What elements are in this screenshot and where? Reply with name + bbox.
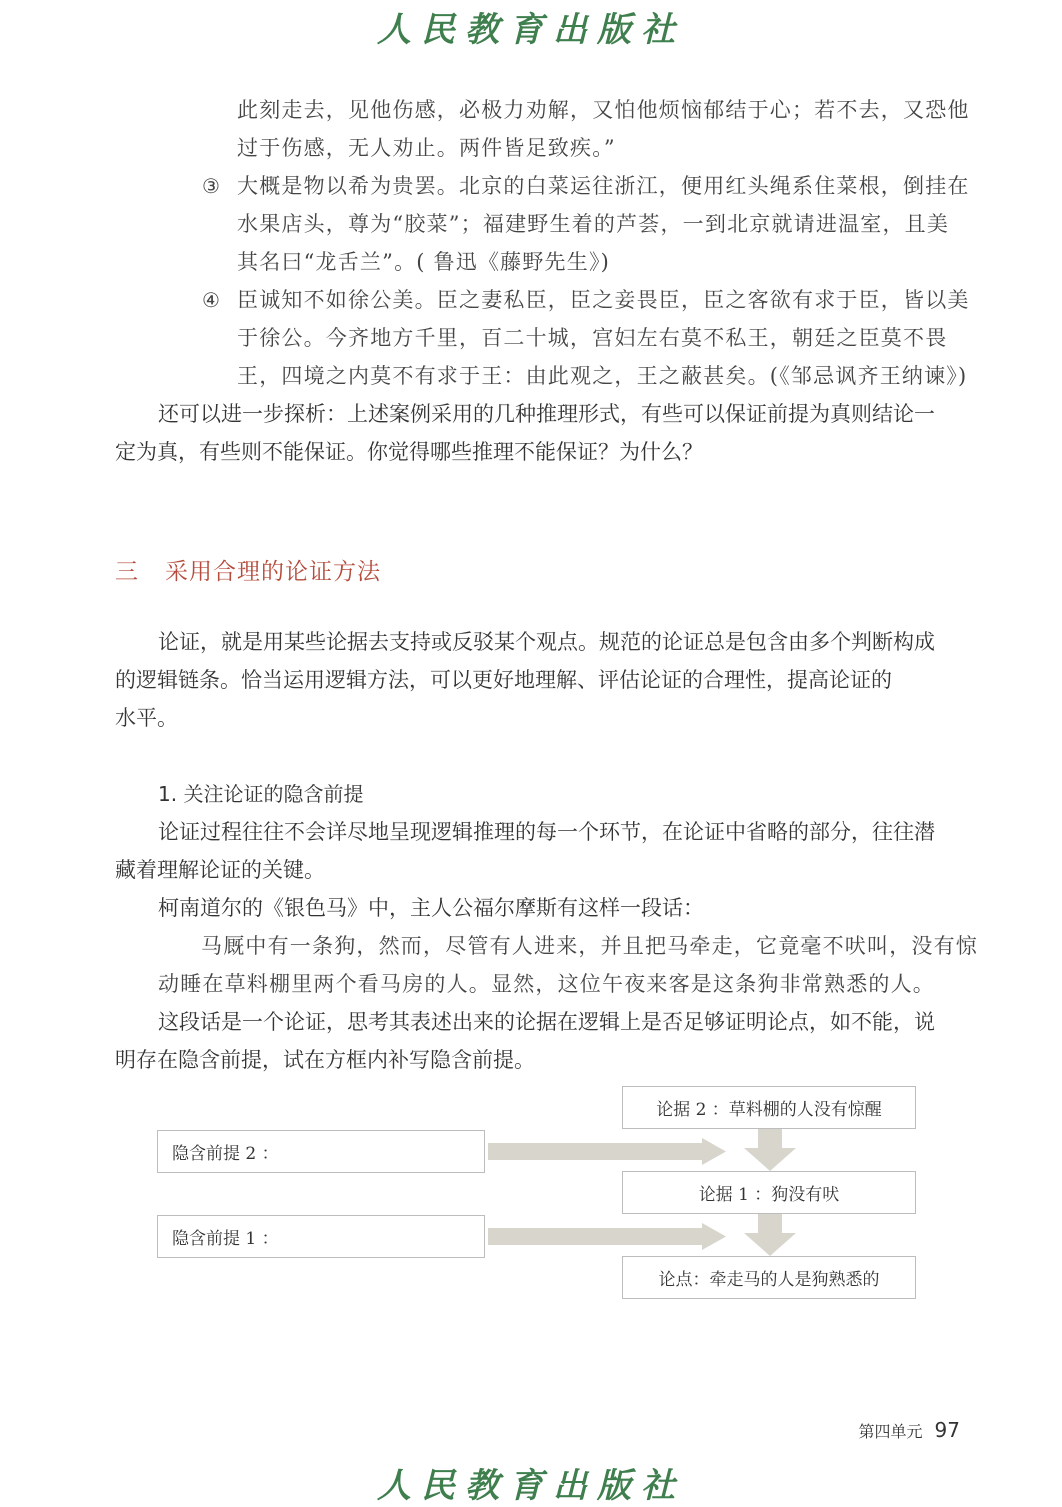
quote-line: 王，四境之内莫不有求于王：由此观之，王之蔽甚矣。(《邹忌讽齐王纳谏》) [237, 364, 968, 388]
hidden-premise-2-label: 隐含前提 2 ： [172, 1144, 279, 1164]
quote-line: 臣诚知不如徐公美。臣之妻私臣，臣之妾畏臣，臣之客欲有求于臣，皆以美 [237, 288, 970, 312]
claim-text: 论点：牵走马的人是狗熟悉的 [658, 1270, 880, 1290]
item-number-3: ③ [202, 174, 220, 198]
hidden-premise-2-box[interactable] [157, 1130, 485, 1173]
item-number-4: ④ [202, 288, 220, 312]
quote-line: 动睡在草料棚里两个看马房的人。显然，这位午夜来客是这条狗非常熟悉的人。 [158, 972, 935, 996]
publisher-logo-top: 人民教育出版社 [377, 10, 685, 50]
arrow-down-shaft-2 [758, 1214, 782, 1234]
quote-line: 大概是物以希为贵罢。北京的白菜运往浙江，便用红头绳系住菜根，倒挂在 [237, 174, 970, 198]
arrow-right-shaft-2 [488, 1143, 704, 1160]
paragraph-line: 还可以进一步探析：上述案例采用的几种推理形式，有些可以保证前提为真则结论一 [158, 402, 935, 426]
hidden-premise-1-box[interactable] [157, 1215, 485, 1258]
evidence-2-box [622, 1086, 916, 1129]
page-number: 97 [934, 1418, 960, 1442]
paragraph-line: 定为真，有些则不能保证。你觉得哪些推理不能保证？为什么？ [115, 440, 703, 464]
publisher-logo-bottom: 人民教育出版社 [377, 1466, 685, 1506]
arrow-right-head-1 [702, 1223, 726, 1250]
paragraph-line: 柯南道尔的《银色马》中，主人公福尔摩斯有这样一段话： [158, 896, 704, 920]
paragraph-line: 论证，就是用某些论据去支持或反驳某个观点。规范的论证总是包含由多个判断构成 [158, 630, 935, 654]
paragraph-line: 藏着理解论证的关键。 [115, 858, 325, 882]
quote-line: 水果店头，尊为“胶菜”；福建野生着的芦荟，一到北京就请进温室，且美 [237, 212, 950, 236]
quote-line: 此刻走去，见他伤感，必极力劝解，又怕他烦恼郁结于心；若不去，又恐他 [237, 98, 970, 122]
arrow-down-head-2 [744, 1233, 796, 1256]
arrow-right-head-2 [702, 1138, 726, 1165]
evidence-1-text: 论据 1 ：狗没有吠 [698, 1185, 840, 1205]
arrow-down-head-1 [744, 1148, 796, 1171]
paragraph-line: 水平。 [115, 706, 178, 730]
section-title-text: 采用合理的论证方法 [165, 559, 381, 585]
claim-box [622, 1256, 916, 1299]
paragraph-line: 的逻辑链条。恰当运用逻辑方法，可以更好地理解、评估论证的合理性，提高论证的 [115, 668, 892, 692]
section-title [115, 553, 381, 586]
evidence-1-box [622, 1171, 916, 1214]
subheading: 1. 关注论证的隐含前提 [158, 782, 364, 806]
unit-label: 第四单元 [858, 1422, 923, 1441]
quote-line: 过于伤感，无人劝止。两件皆足致疾。” [237, 136, 616, 160]
section-number: 三 [115, 559, 139, 585]
quote-line: 于徐公。今齐地方千里，百二十城，宫妇左右莫不私王，朝廷之臣莫不畏 [237, 326, 948, 350]
paragraph-line: 这段话是一个论证，思考其表述出来的论据在逻辑上是否足够证明论点，如不能，说 [158, 1010, 935, 1034]
quote-line: 其名曰“龙舌兰”。( 鲁迅《藤野先生》) [237, 250, 611, 274]
arrow-right-shaft-1 [488, 1228, 704, 1245]
evidence-2-text: 论据 2 ：草料棚的人没有惊醒 [656, 1100, 882, 1120]
arrow-down-shaft-1 [758, 1129, 782, 1149]
quote-line: 马厩中有一条狗，然而，尽管有人进来，并且把马牵走，它竟毫不吠叫，没有惊 [201, 934, 978, 958]
hidden-premise-1-label: 隐含前提 1 ： [172, 1229, 279, 1249]
paragraph-line: 明存在隐含前提，试在方框内补写隐含前提。 [115, 1048, 535, 1072]
page-footer [859, 1418, 960, 1442]
paragraph-line: 论证过程往往不会详尽地呈现逻辑推理的每一个环节，在论证中省略的部分，往往潜 [158, 820, 935, 844]
